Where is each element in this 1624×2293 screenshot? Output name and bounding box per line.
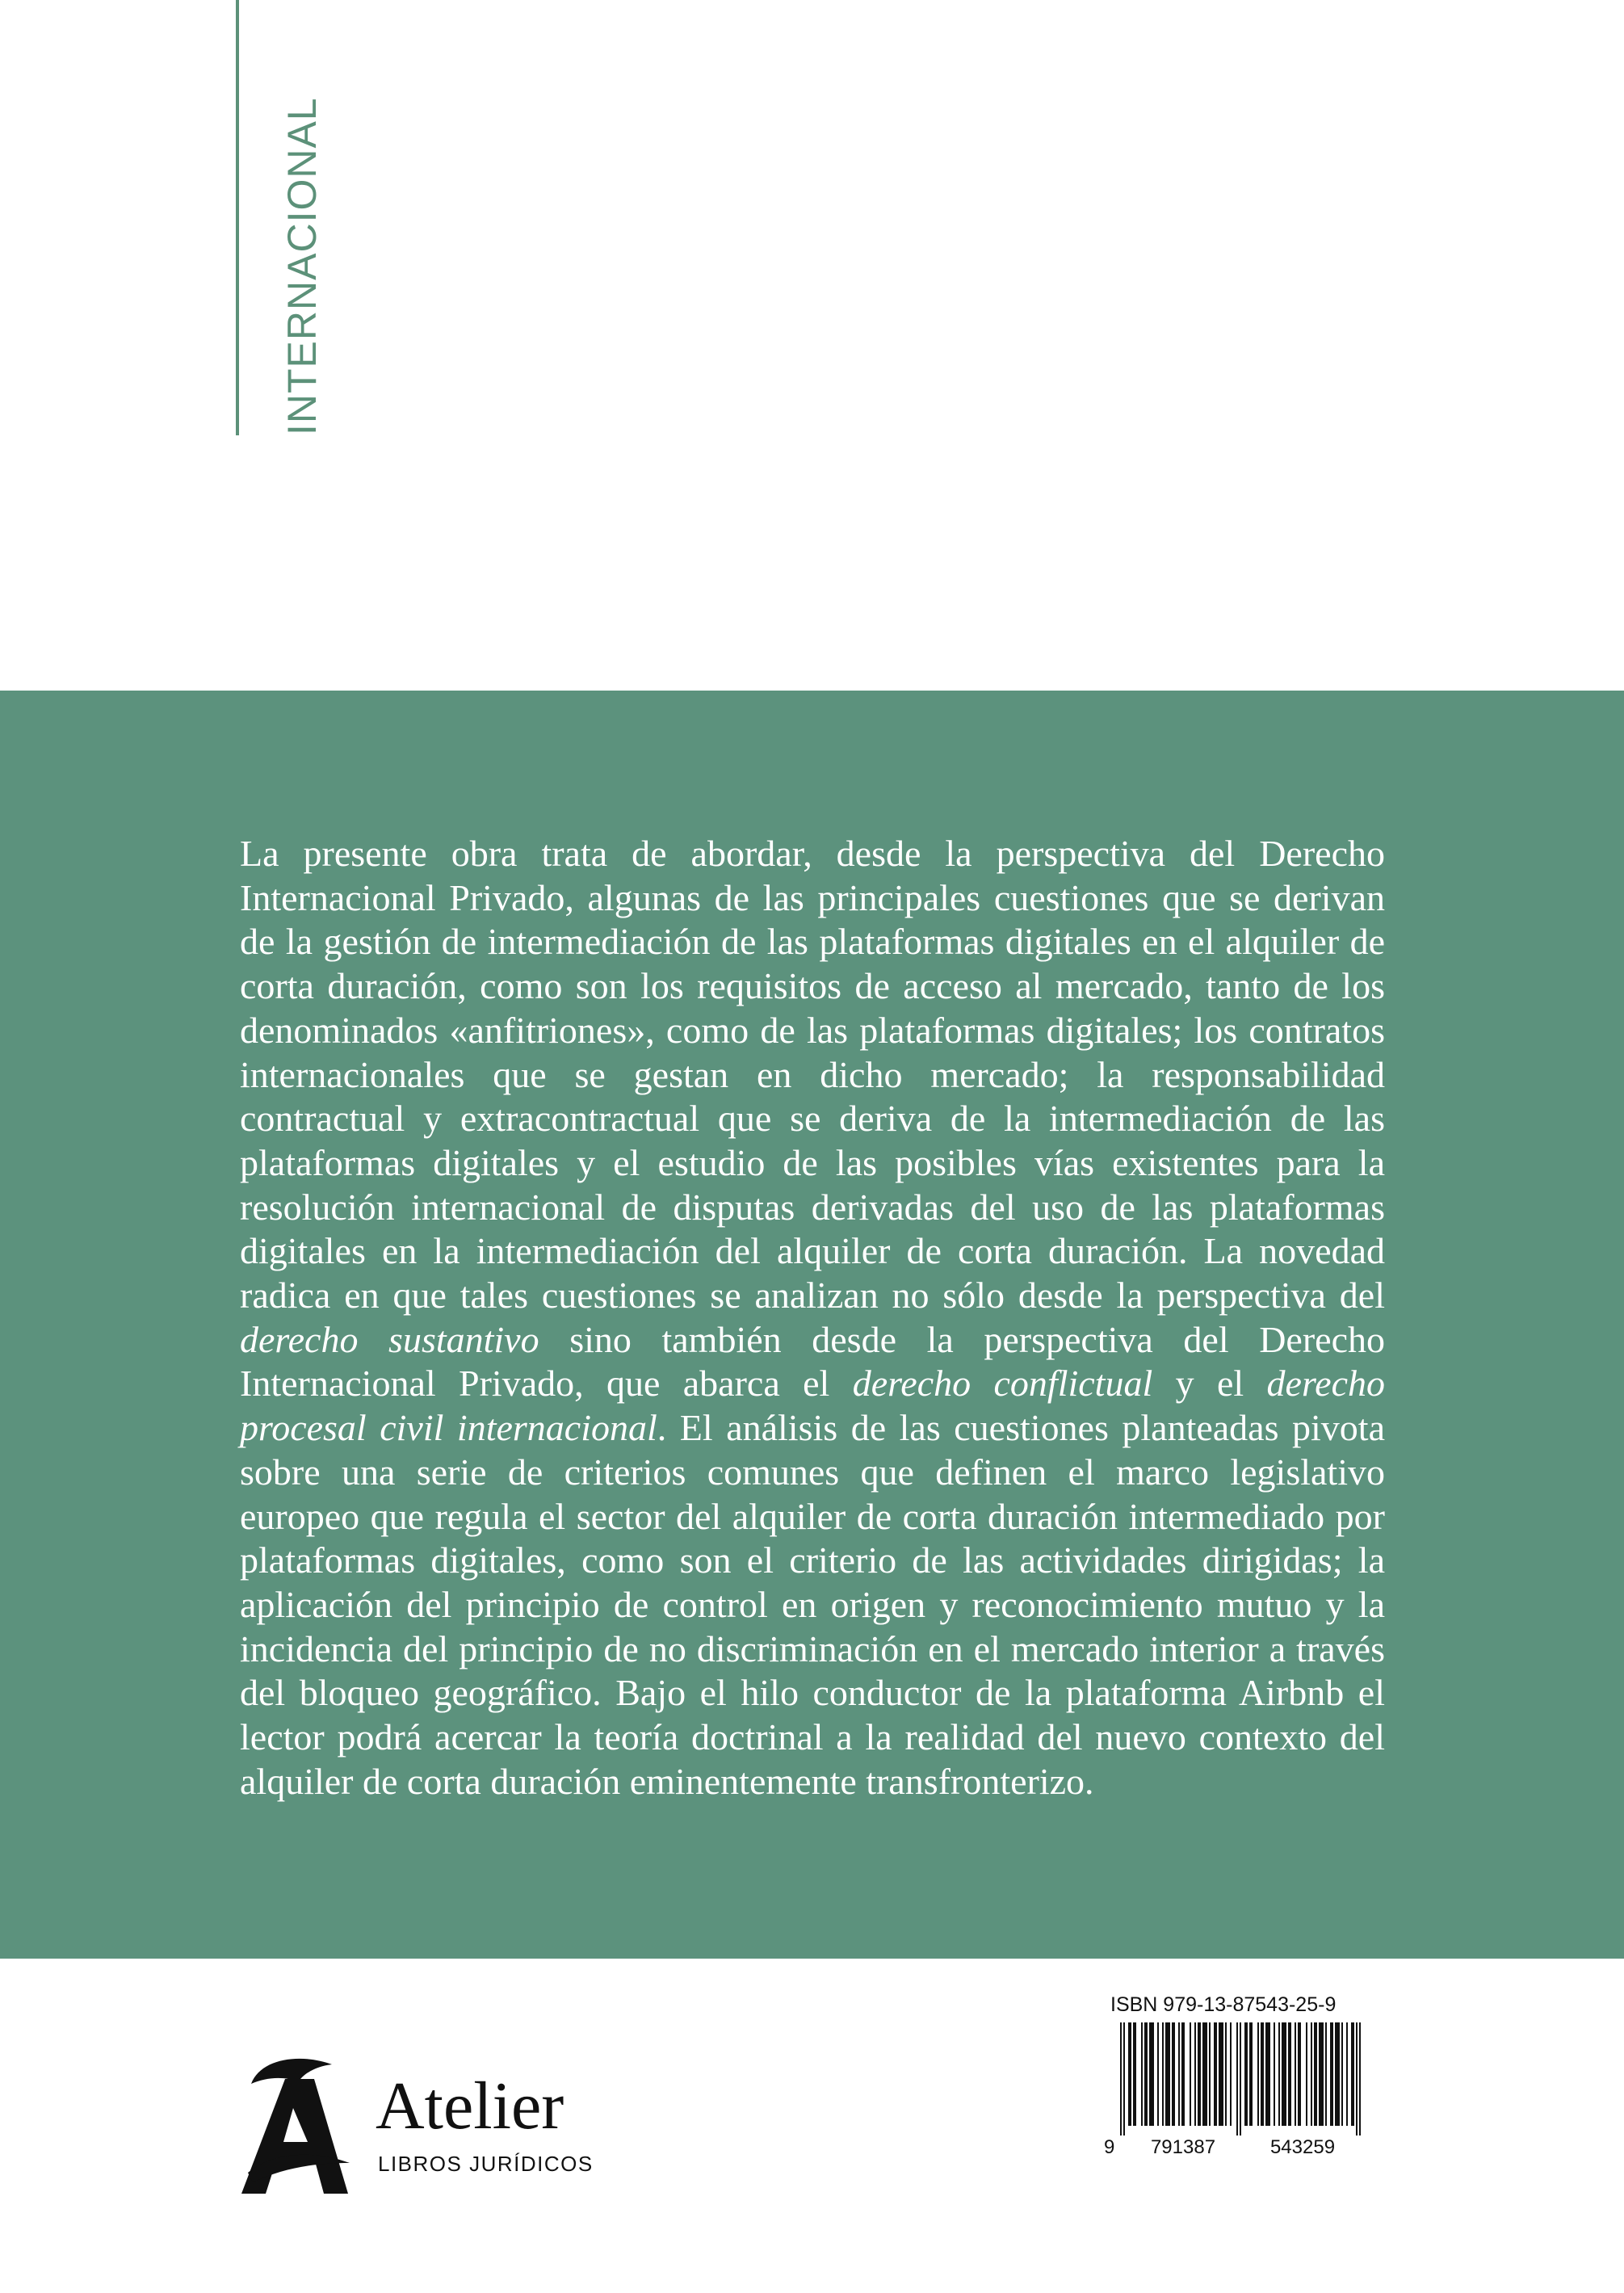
atelier-a-logo-icon bbox=[237, 2052, 358, 2197]
barcode-digit-lead: 9 bbox=[1104, 2136, 1115, 2157]
synopsis-text bbox=[240, 832, 1385, 1804]
barcode-digits-right: 543259 bbox=[1269, 2136, 1336, 2157]
barcode-digits-left: 791387 bbox=[1150, 2136, 1216, 2157]
publisher-subtitle: LIBROS JURÍDICOS bbox=[378, 2152, 594, 2176]
publisher-name: Atelier bbox=[376, 2068, 564, 2144]
synopsis-segment: La presente obra trata de abordar, desde la perspectiva del Derecho Internacional Privado, algunas de las principales cuestiones que se derivan de la gestión de intermediación de las plataformas digitales en el alquiler de corta duración, como son los requisitos de acceso al mercado, tanto de los denominados «anfitriones», como de las plataformas digitales; los contratos internacionales que se gestan en dicho mercado; la responsabilidad contractual y extracontractual que se deriva de la intermediación de las plataformas digitales y el estudio de las posibles vías existentes para la resolución internacional de disputas derivadas del uso de las plataformas digitales en la intermediación del alquiler de corta duración. La novedad radica en que tales cuestiones se analizan no sólo desde la perspectiva del bbox=[240, 833, 1385, 1317]
isbn-block bbox=[1102, 1995, 1375, 2157]
synopsis-segment: . El análisis de las cuestiones planteadas pivota sobre una serie de criterios comunes que definen el marco legislativo europeo que regula el sector del alquiler de corta duración intermediado por plataformas digitales, como son el criterio de las actividades dirigidas; la aplicación del principio de control en origen y reconocimiento mutuo y la incidencia del principio de no discriminación en el mercado interior a través del bloqueo geográfico. Bajo el hilo conductor de la plataforma Airbnb el lector podrá acercar la teoría doctrinal a la realidad del nuevo contexto del alquiler de corta duración eminentemente transfronterizo. bbox=[240, 1407, 1385, 1802]
isbn-label: ISBN 979-13-87543-25-9 bbox=[1110, 1993, 1337, 2016]
barcode-icon bbox=[1102, 2022, 1375, 2157]
synopsis-segment: y el bbox=[1152, 1363, 1267, 1405]
barcode-bars bbox=[1120, 2022, 1361, 2136]
synopsis-italic-term: derecho conflictual bbox=[852, 1363, 1153, 1405]
synopsis-segment: sino también desde la perspectiva del Derecho Internacional Privado, que abarca el bbox=[240, 1318, 1385, 1405]
synopsis-italic-term: derecho procesal civil internacional bbox=[240, 1363, 1385, 1449]
synopsis-italic-term: derecho sustantivo bbox=[240, 1318, 539, 1360]
publisher-logo bbox=[237, 2052, 592, 2205]
series-label: INTERNACIONAL bbox=[279, 97, 325, 435]
series-rule bbox=[236, 0, 239, 435]
